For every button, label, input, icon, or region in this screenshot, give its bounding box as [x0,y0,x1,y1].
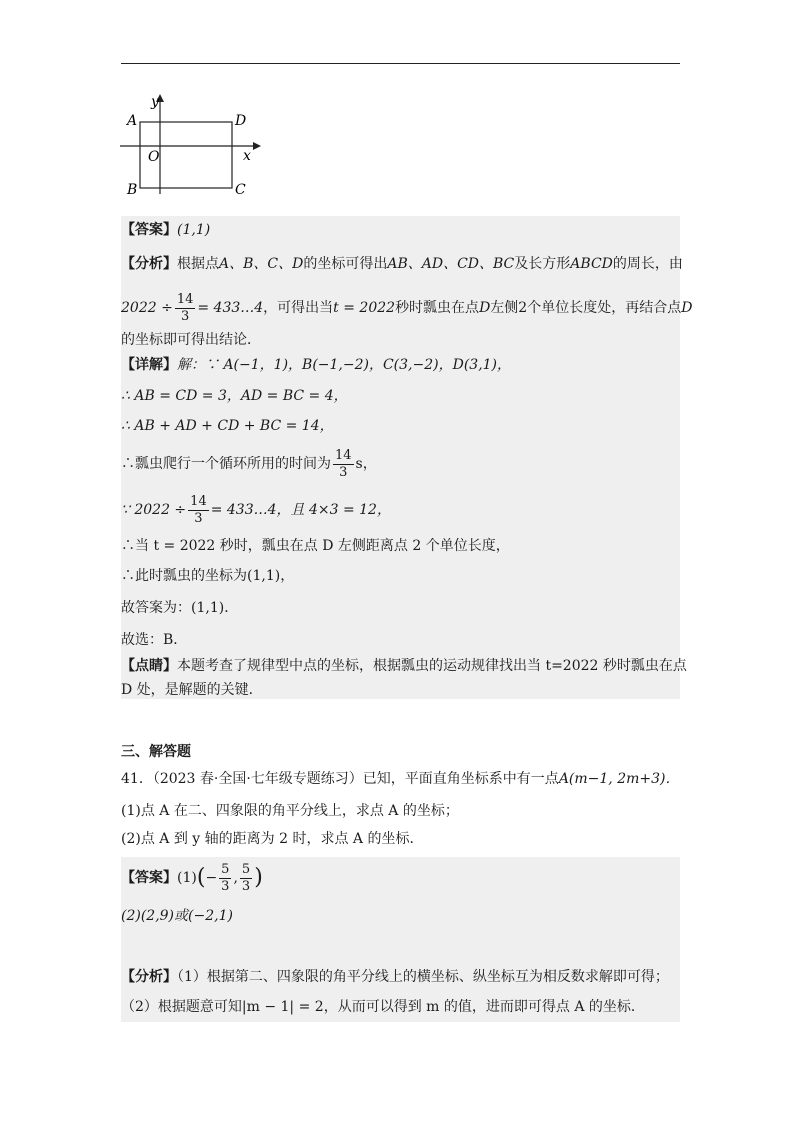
math-expr: ∵ 2022 ÷ [121,502,187,518]
detail-line-4 [121,444,377,484]
fraction-denominator: 3 [180,308,190,324]
math-expr: = 433…4 [197,300,264,316]
fraction-numerator: 5 [241,861,251,877]
fraction-denominator: 3 [194,510,203,526]
answer-41-line-1 [121,858,263,898]
math-expr: = 433…4，且 4×3 = 12， [210,502,391,518]
detail-text: ∴瓢虫爬行一个循环所用的时间为 [121,456,331,472]
fraction [219,862,231,895]
question-41 [121,769,679,789]
fraction-numerator: 14 [190,493,207,509]
analysis-text: 及长方形 [514,256,571,272]
comment-tag: 【点睛】 [121,658,177,674]
detail-line-1 [121,355,511,375]
math-expr: t = 2022 [333,300,396,316]
fraction-denominator: 3 [241,878,251,894]
answer-value: (1,1) [177,222,211,238]
detail-line-9: 故选：B． [121,632,188,648]
detail-line-8: 故答案为：(1,1)． [121,600,239,616]
point-label: D [681,300,693,316]
fraction [175,292,196,325]
detail-line-3: ∴ AB + AD + CD + BC = 14， [121,418,334,434]
fraction-numerator: 14 [335,447,352,463]
fraction [188,494,209,527]
analysis-text: 的坐标可得出 [303,256,388,272]
analysis-text: 的周长，由 [612,256,683,272]
analysis-segments: AB、AD、CD、BC [387,256,515,272]
point-b-label: B [127,182,138,198]
x-axis-arrow [253,142,261,150]
analysis-rect: ABCD [570,256,613,272]
fraction-numerator: 5 [221,861,230,877]
question-41-part-2: (2)点 A 到 y 轴的距离为 2 时，求点 A 的坐标． [121,831,424,847]
answer-41-line-2: (2)(2,9)或(−2,1) [121,908,233,924]
analysis-text: 左侧2个单位长度处，再结合点 [490,300,682,316]
fraction [333,448,354,481]
analysis-points: A、B、C、D [219,256,304,272]
question-text: （2023 春·全国·七年级专题练习）已知，平面直角坐标系中有一点 [152,771,559,787]
analysis-41-line-2: （2）根据题意可知|m − 1| = 2，从而可以得到 m 的值，进而即可得点 A 的坐标． [121,999,645,1015]
comment-line-1 [121,656,687,676]
detail-line-6: ∴当 t = 2022 秒时，瓢虫在点 D 左侧距离点 2 个单位长度， [121,538,510,554]
point-d-label: D [235,113,247,129]
section-title: 三、解答题 [121,744,191,760]
detail-line-7: ∴此时瓢虫的坐标为(1,1)， [121,568,295,584]
analysis-text: （1）根据第二、四象限的角平分线上的横坐标、纵坐标互为相反数求解即可得； [177,969,669,985]
detail-tag: 【详解】 [121,357,177,373]
analysis-tag: 【分析】 [121,969,177,985]
analysis-line-2 [121,288,692,328]
comment-line-2: D 处，是解题的关键． [121,682,263,698]
answer-line-1 [121,220,210,240]
analysis-text: ，可得出当 [263,300,334,316]
analysis-line-3: 的坐标即可得出结论． [121,332,261,348]
fraction-denominator: 3 [221,878,230,894]
coordinate-diagram [115,90,265,200]
answer-tag: 【答案】 [121,222,177,238]
detail-text: s， [355,456,377,472]
paren-open: ( [196,865,206,890]
paren-close: ) [254,865,263,890]
analysis-line-1 [121,254,683,274]
question-41-part-1: (1)点 A 在二、四象限的角平分线上，求点 A 的坐标； [121,803,459,819]
point-c-label: C [235,182,246,198]
fraction-denominator: 3 [339,464,348,480]
analysis-text: 秒时瓢虫在点 [395,300,480,316]
comment-text: 本题考查了规律型中点的坐标，根据瓢虫的运动规律找出当 t=2022 秒时瓢虫在点 [177,658,687,674]
question-point: A(m−1, 2m+3)． [558,771,680,787]
origin-label: O [148,149,160,165]
analysis-text: 根据点 [177,256,219,272]
x-axis-label: x [243,148,251,164]
answer-part-prefix: (1) [177,870,197,886]
y-axis-label: y [151,94,159,110]
detail-text: 解：∵ A(−1，1)，B(−1,−2)，C(3,−2)，D(3,1)， [177,357,512,373]
point-a-label: A [127,113,138,129]
comma: , [233,870,238,886]
point-label: D [479,300,491,316]
answer-tag: 【答案】 [121,870,177,886]
fraction-numerator: 14 [176,291,194,307]
question-number: 41． [121,771,153,787]
analysis-tag: 【分析】 [121,256,177,272]
math-expr: 2022 ÷ [121,300,173,316]
fraction [240,862,252,895]
detail-line-5 [121,490,391,530]
minus-sign: − [205,870,218,886]
top-rule [121,63,680,64]
analysis-41-line-1 [121,967,669,987]
detail-line-2: ∴ AB = CD = 3，AD = BC = 4， [121,388,348,404]
